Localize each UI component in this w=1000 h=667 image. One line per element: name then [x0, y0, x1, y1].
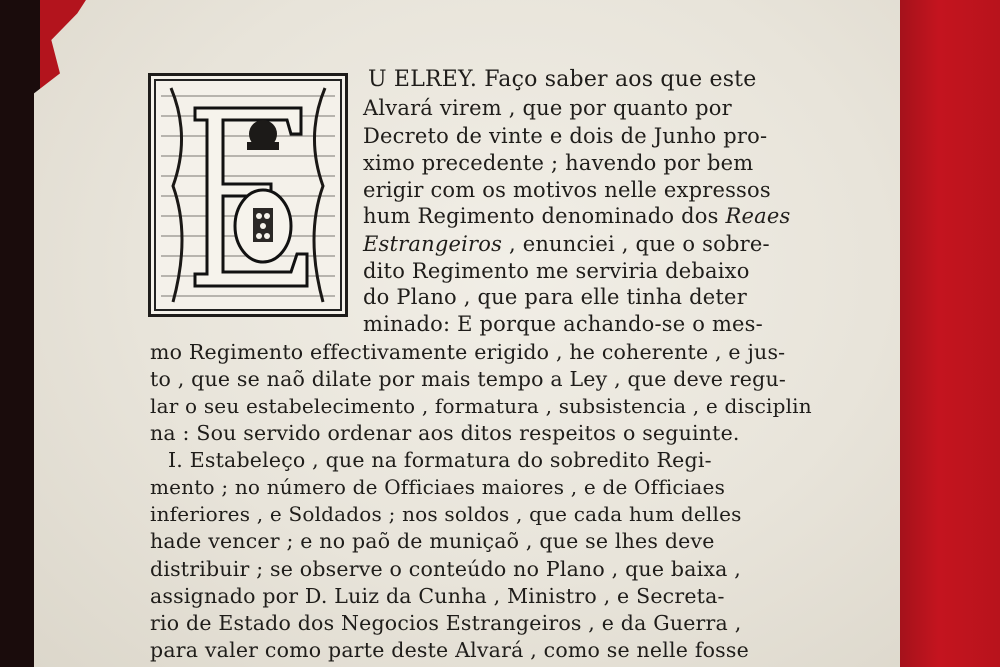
text-line: dito Regimento me serviria debaixo	[363, 259, 750, 283]
text-line: Alvará virem , que por quanto por	[363, 96, 732, 120]
text-line: rio de Estado dos Negocios Estrangeiros , e da Guerra ,	[150, 611, 742, 635]
text-line: to , que se naõ dilate por mais tempo a Ley , que deve regu-	[150, 367, 786, 391]
text-line: lar o seu estabelecimento , formatura , subsistencia , e disciplin	[150, 394, 812, 418]
text-line: distribuir ; se observe o conteúdo no Plano , que baixa ,	[150, 557, 741, 581]
text-line	[363, 203, 790, 229]
text-line: assignado por D. Luiz da Cunha , Ministro , e Secreta-	[150, 584, 725, 608]
text-line: ximo precedente ; havendo por bem	[363, 151, 754, 175]
text-line: hade vencer ; e no paõ de muniçaõ , que se lhes deve	[150, 529, 715, 553]
text-span: hum Regimento denominado dos	[363, 204, 726, 228]
text-line: do Plano , que para elle tinha deter	[363, 285, 747, 309]
text-line	[363, 231, 770, 257]
text-line: erigir com os motivos nelle expressos	[363, 178, 771, 202]
text-line: mento ; no número de Officiaes maiores , e de Officiaes	[150, 475, 726, 499]
text-line: na : Sou servido ordenar aos ditos respeitos o seguinte.	[150, 421, 740, 445]
text-line: inferiores , e Soldados ; nos soldos , que cada hum delles	[150, 502, 742, 526]
italic-text: Reaes	[725, 204, 791, 228]
text-line: U ELREY. Faço saber aos que este	[368, 67, 757, 92]
text-line: mo Regimento effectivamente erigido , he coherente , e jus-	[150, 340, 786, 364]
text-line: minado: E porque achando-se o mes-	[363, 312, 763, 336]
text-line: Decreto de vinte e dois de Junho pro-	[363, 124, 768, 148]
text-line: para valer como parte deste Alvará , como se nelle fosse	[150, 638, 749, 662]
italic-text: Estrangeiros	[363, 232, 503, 256]
text-line: I. Estabeleço , que na formatura do sobredito Regi-	[168, 448, 712, 472]
text-span: , enunciei , que o sobre-	[502, 232, 770, 256]
